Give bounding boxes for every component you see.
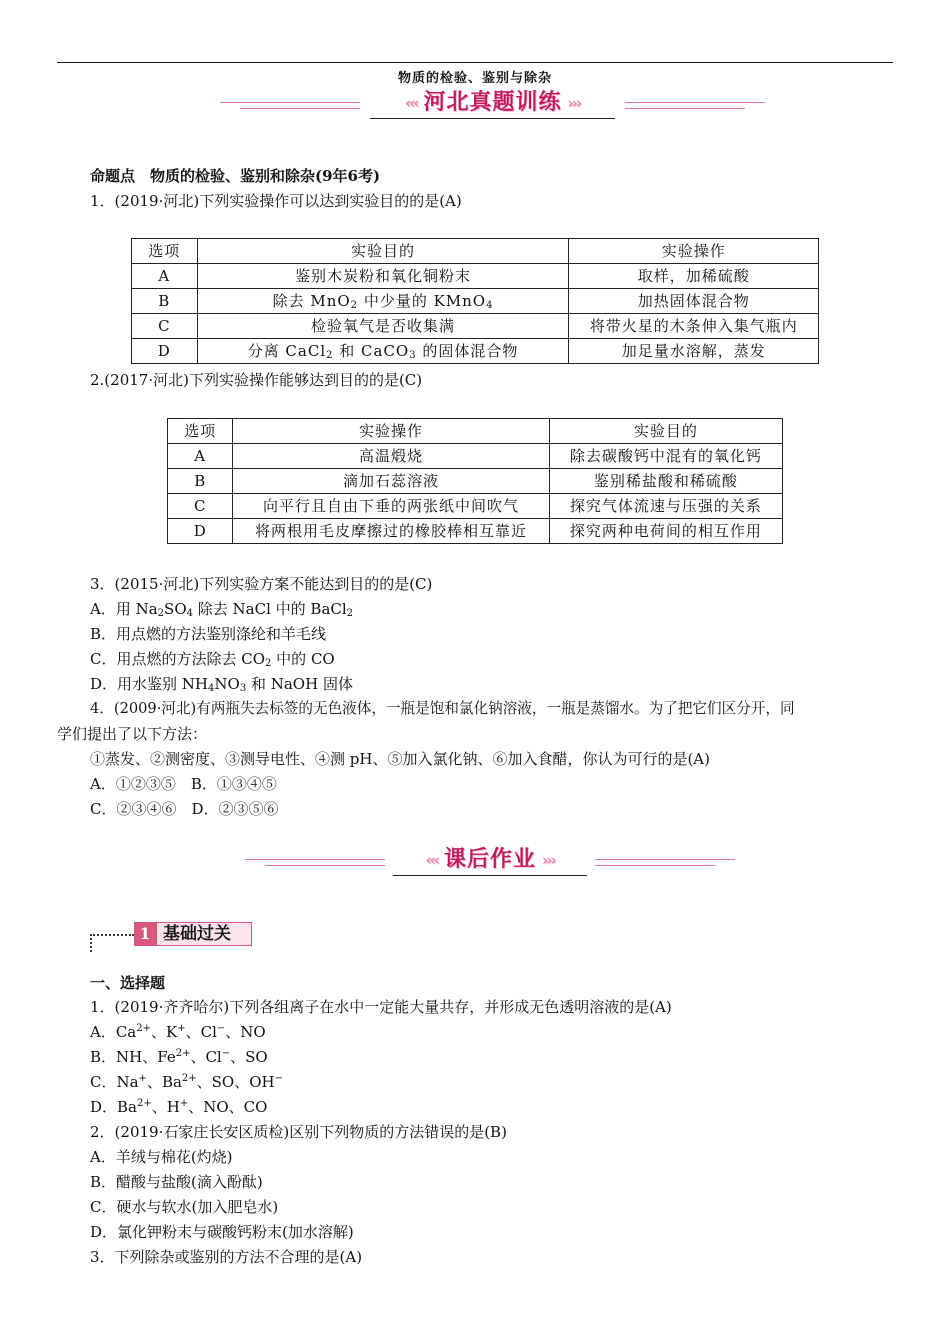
banner-underline: [370, 118, 615, 119]
option-text: 、NO、CO: [188, 1098, 268, 1116]
option-text: 和 NaOH 固体: [246, 675, 353, 693]
subscript: 3: [239, 683, 247, 694]
table-cell: 鉴别木炭粉和氧化铜粉末: [197, 264, 569, 289]
hq2-stem: 2．(2019·石家庄长安区质检)区别下列物质的方法错误的是(B): [90, 1123, 507, 1141]
table-row: [168, 519, 783, 544]
table-row: [132, 289, 819, 314]
superscript: −: [221, 1048, 231, 1059]
hq2-option-d: D．氯化钾粉末与碳酸钙粉末(加水溶解): [90, 1223, 354, 1241]
option-text: C．Na: [90, 1073, 139, 1091]
option-text: 、Ba: [146, 1073, 182, 1091]
superscript: +: [179, 1098, 189, 1109]
option-text: A．用 Na: [90, 600, 158, 618]
table-cell: 鉴别稀盐酸和稀硫酸: [549, 469, 782, 494]
subscript: 4: [186, 608, 193, 619]
table-cell: 将两根用毛皮摩擦过的橡胶棒相互靠近: [233, 519, 549, 544]
option-text: 除去 NaCl 中的 BaCl: [193, 600, 347, 618]
hq3-stem: 3．下列除杂或鉴别的方法不合理的是(A): [90, 1248, 363, 1266]
section-title: 命题点 物质的检验、鉴别和除杂(9年6考): [90, 167, 381, 185]
banner-title-text: 河北真题训练: [423, 90, 562, 115]
table-cell: C: [132, 314, 198, 339]
option-text: D．用水鉴别 NH: [90, 675, 209, 693]
option-text: D．Ba: [90, 1098, 137, 1116]
banner-line-right-2: [595, 865, 715, 866]
q3-option-d: [90, 674, 353, 694]
banner-title: [385, 845, 595, 875]
banner-line-left: [245, 859, 385, 860]
q4-stem-line1: 4．(2009·河北)有两瓶失去标签的无色液体，一瓶是饱和氯化钠溶液，一瓶是蒸馏水。为了把它们区分开，同: [90, 700, 795, 717]
option-text: 、SO: [230, 1048, 268, 1066]
table-cell: 取样，加稀硫酸: [569, 264, 819, 289]
table-header: 实验目的: [197, 239, 569, 264]
table-cell: 探究两种电荷间的相互作用: [549, 519, 782, 544]
superscript: 2+: [137, 1098, 152, 1109]
table-cell: 除去碳酸钙中混有的氧化钙: [549, 444, 782, 469]
superscript: 2+: [136, 1023, 152, 1034]
table-cell: D: [132, 339, 198, 364]
table-cell: 加足量水溶解，蒸发: [569, 339, 819, 364]
header-rule: [57, 62, 893, 63]
cell-text: 除去 MnO: [272, 292, 351, 310]
q4-stem-line2: 学们提出了以下方法：: [57, 725, 208, 743]
superscript: −: [216, 1023, 226, 1034]
table-header-row: [168, 419, 783, 444]
q4-methods: ①蒸发、②测密度、③测导电性、④测 pH、⑤加入氯化钠、⑥加入食醋，你认为可行的是(A): [90, 750, 710, 768]
table-cell: 向平行且自由下垂的两张纸中间吹气: [233, 494, 549, 519]
cell-text: 分离 CaCl: [247, 342, 327, 360]
banner-title-text: 课后作业: [443, 847, 536, 872]
banner-line-left: [220, 102, 360, 103]
table-row: [132, 339, 819, 364]
table-cell: B: [132, 289, 198, 314]
q4-options-ab: A．①②③⑤ B．①③④⑤: [90, 775, 277, 793]
cell-text: 的固体混合物: [416, 342, 519, 360]
superscript: −: [274, 1073, 283, 1084]
tag-number: 1: [134, 922, 156, 946]
table-cell: B: [168, 469, 233, 494]
table-cell: [197, 289, 569, 314]
chevron-left-icon: ‹‹‹: [425, 851, 438, 869]
option-text: C．用点燃的方法除去 CO: [90, 650, 266, 668]
table-cell: C: [168, 494, 233, 519]
hq2-option-c: C．硬水与软水(加入肥皂水): [90, 1198, 279, 1216]
banner-line-right: [595, 859, 735, 860]
q1-table: [131, 238, 819, 364]
subscript: 3: [409, 350, 417, 361]
option-text: 、SO、OH: [196, 1073, 275, 1091]
q3-option-a: [90, 599, 353, 619]
q3-option-c: [90, 649, 335, 669]
table-cell: 检验氧气是否收集满: [197, 314, 569, 339]
option-text: 、H: [151, 1098, 180, 1116]
table-cell: 将带火星的木条伸入集气瓶内: [569, 314, 819, 339]
option-text: NO: [214, 675, 240, 693]
tag-dotted-vline: [90, 934, 92, 952]
superscript: 2+: [181, 1073, 197, 1084]
q3-stem: 3．(2015·河北)下列实验方案不能达到目的的是(C): [90, 575, 433, 593]
table-row: [168, 494, 783, 519]
q1-stem: 1．(2019·河北)下列实验操作可以达到实验目的的是(A): [90, 192, 462, 210]
hq2-option-a: A．羊绒与棉花(灼烧): [90, 1148, 233, 1166]
banner-line-left-2: [265, 865, 385, 866]
chevron-right-icon: ›››: [567, 94, 581, 112]
table-cell: 加热固体混合物: [569, 289, 819, 314]
banner-line-left-2: [240, 108, 360, 109]
banner-title: [360, 88, 625, 118]
subscript: 2: [326, 350, 334, 361]
subscript: 2: [265, 658, 272, 669]
option-text: 、K: [151, 1023, 178, 1041]
subscript: 4: [208, 683, 215, 694]
subscript: 2: [157, 608, 165, 619]
table-cell: [197, 339, 569, 364]
hq1-option-a: [90, 1022, 266, 1042]
superscript: +: [138, 1073, 147, 1084]
cell-text: 中少量的 KMnO: [358, 292, 487, 310]
subscript: 4: [486, 300, 494, 311]
table-cell: D: [168, 519, 233, 544]
table-cell: A: [168, 444, 233, 469]
tag-dotted-line: [90, 934, 134, 936]
table-header-row: [132, 239, 819, 264]
option-text: 、Cl: [190, 1048, 222, 1066]
table-cell: A: [132, 264, 198, 289]
table-header: 选项: [132, 239, 198, 264]
table-cell: 高温煅烧: [233, 444, 549, 469]
option-text: 、Cl: [185, 1023, 217, 1041]
table-row: [132, 314, 819, 339]
subscript: 2: [346, 608, 354, 619]
banner-line-right: [625, 102, 765, 103]
superscript: +: [177, 1023, 186, 1034]
table-cell: 滴加石蕊溶液: [233, 469, 549, 494]
hq1-option-b: [90, 1047, 268, 1067]
banner-line-right-2: [625, 108, 745, 109]
option-text: 、NO: [225, 1023, 266, 1041]
table-row: [168, 444, 783, 469]
option-text: A．Ca: [90, 1023, 137, 1041]
hq1-option-c: [90, 1072, 283, 1092]
table-header: 实验操作: [233, 419, 549, 444]
part-title: 一、选择题: [90, 974, 166, 992]
table-header: 实验目的: [549, 419, 782, 444]
option-text: 中的 CO: [271, 650, 335, 668]
tag-label: 基础过关: [156, 922, 252, 946]
table-row: [168, 469, 783, 494]
q3-option-b: B．用点燃的方法鉴别涤纶和羊毛线: [90, 625, 327, 643]
table-header: 选项: [168, 419, 233, 444]
hq1-stem: 1．(2019·齐齐哈尔)下列各组离子在水中一定能大量共存，并形成无色透明溶液的是(A): [90, 998, 672, 1016]
option-text: SO: [164, 600, 187, 618]
q2-table: [167, 418, 783, 544]
table-header: 实验操作: [569, 239, 819, 264]
banner-homework: [245, 845, 735, 879]
table-cell: 探究气体流速与压强的关系: [549, 494, 782, 519]
table-row: [132, 264, 819, 289]
hq2-option-b: B．醋酸与盐酸(滴入酚酞): [90, 1173, 263, 1191]
subscript: 2: [350, 300, 359, 311]
cell-text: 和 CaCO: [333, 342, 410, 360]
banner-hebei-exam: [220, 88, 765, 122]
superscript: 2+: [175, 1048, 191, 1059]
q2-stem: 2.(2017·河北)下列实验操作能够达到目的的是(C): [90, 371, 423, 389]
running-title: 物质的检验、鉴别与除杂: [397, 71, 552, 86]
banner-underline: [393, 875, 587, 876]
hq1-option-d: [90, 1097, 267, 1117]
chevron-right-icon: ›››: [542, 851, 555, 869]
option-text: B．NH、Fe: [90, 1048, 176, 1066]
chevron-left-icon: ‹‹‹: [404, 94, 418, 112]
q4-options-cd: C．②③④⑥ D．②③⑤⑥: [90, 800, 279, 818]
